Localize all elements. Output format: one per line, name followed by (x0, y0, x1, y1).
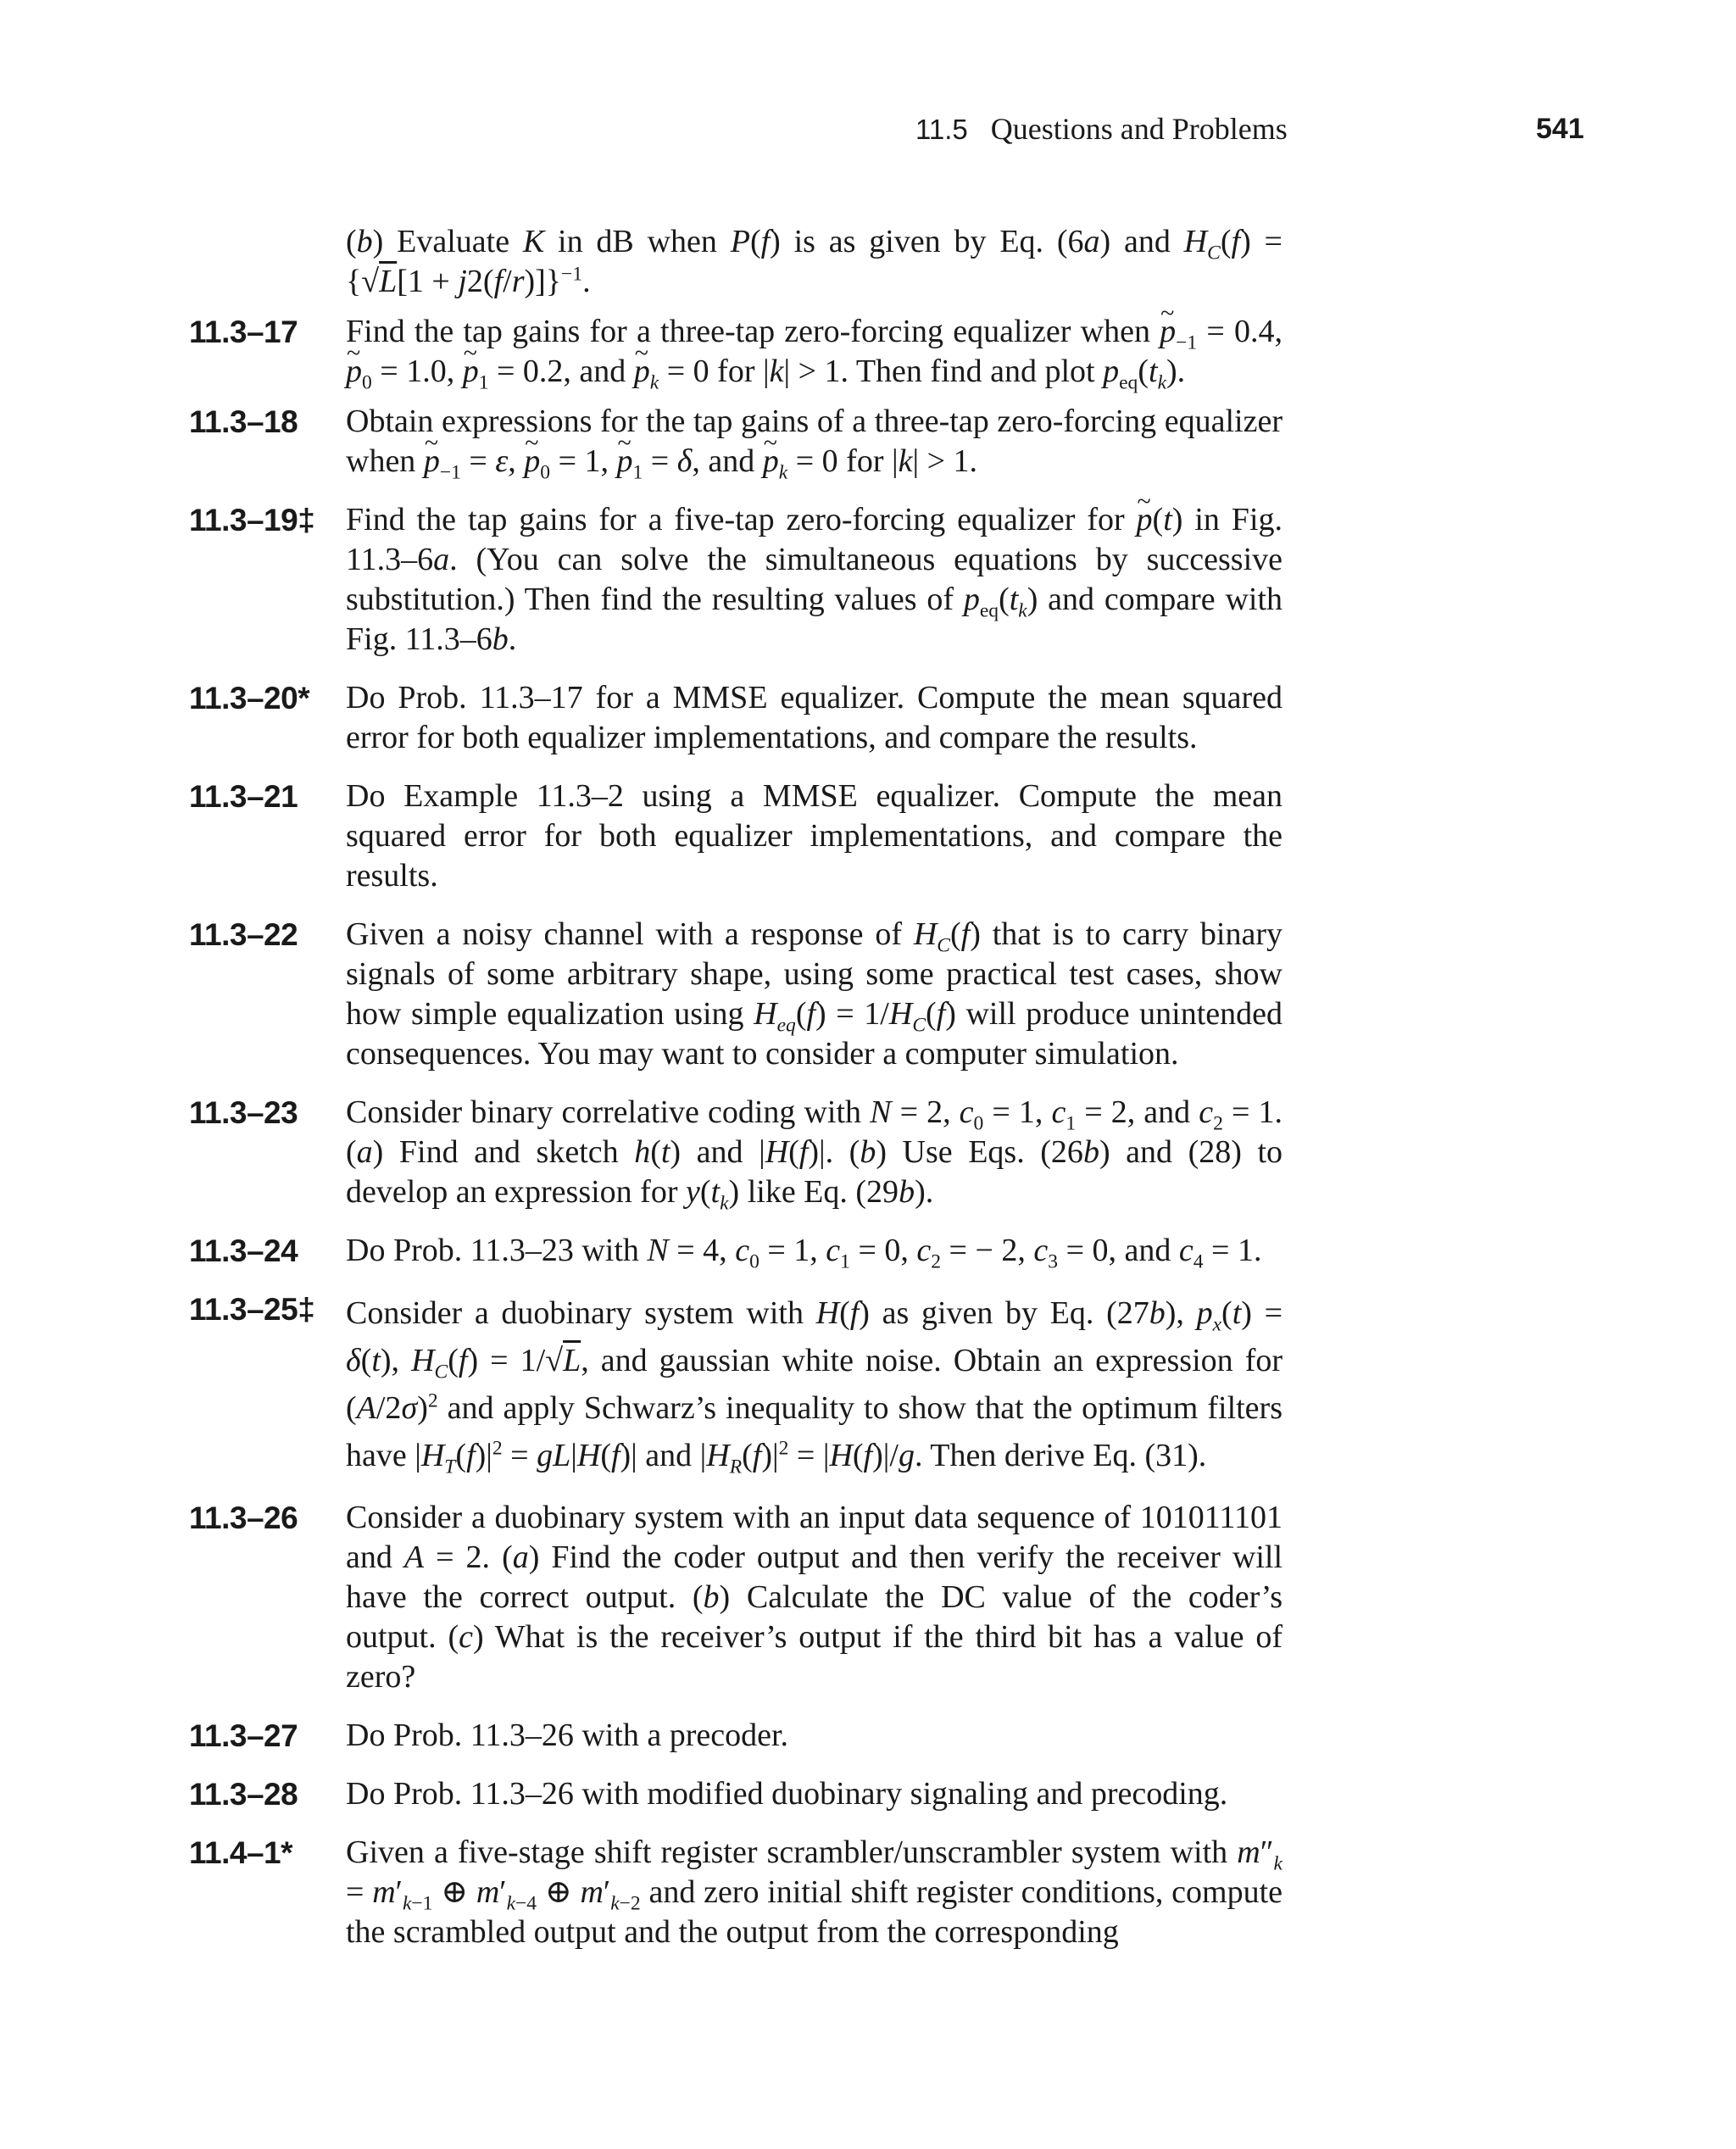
problem-11-3-27 (189, 1716, 1283, 1756)
problem-text: Consider a duobinary system with an input data sequence of 101011101 and A = 2. (a) Find the coder output and then verify the receiver will have the correct output. (b) Calculate the DC value of the coder’s output. (c) What is the receiver’s output if the third bit has a value of zero? (346, 1500, 1283, 1695)
problem-text: Do Prob. 11.3–17 for a MMSE equalizer. Compute the mean squared error for both equalizer implementations, and compare the results. (346, 680, 1283, 755)
problem-text: Do Example 11.3–2 using a MMSE equalizer. Compute the mean squared error for both equalizer implementations, and compare the results. (346, 778, 1283, 894)
problem-text: Do Prob. 11.3–23 with N = 4, $c_0 = 1$, $c_1 = 0$, $c_2$ = − 2, $c_3 = 0$, and $c_4 = 1$. (346, 1233, 1262, 1273)
problem-list (189, 222, 1283, 1952)
problem-11-4-1 (189, 1833, 1283, 1952)
problem-text: Consider a duobinary system with H(f) as given by Eq. (27b), $p_x(t) = \delta(t)$, $H_C(f) = 1/√L$, and gaussian white noise. Obtain an expression for $(A/2\sigma)^2$ and apply Schwarz’s inequality to show that the optimum filters have $|H_T(f)|^2 = gL|H(f)|$ and $|H_R(f)|^2 = |H(f)|/g$. Then derive Eq. (31). (346, 1295, 1283, 1478)
running-head (915, 109, 1288, 150)
problem-text: Consider binary correlative coding with N = 2, $c_0 = 1$, $c_1 = 2$, and $c_2 = 1$. (a) Find and sketch h(t) and |H(f)|. (b) Use Eqs. (26b) and (28) to develop an expression for $y(t_k)$ like Eq. (29b). (346, 1094, 1283, 1215)
problem-text: (b) Evaluate K in dB when P(f) is as given by Eq. (6a) and $H_C(f) = \{√L[1 + j2(f/r)]\}^{-1}$. (346, 224, 1283, 299)
problem-11-3-19 (189, 500, 1283, 660)
problem-text: Find the tap gains for a five-tap zero-forcing equalizer for ~ p(t) in Fig. 11.3–6a. (You can solve the simultaneous equations by successive substitution.) Then find the resulting values of $p_{eq}(t_k)$ and compare with Fig. 11.3–6b. (346, 500, 1283, 660)
problem-number: 11.3–17 (189, 315, 298, 349)
problem-number: 11.3–19‡ (189, 503, 315, 537)
problem-number: 11.3–28 (189, 1777, 298, 1812)
problem-text: Find the tap gains for a three-tap zero-forcing equalizer when ~ $p_{-1} = 0.4$, ~ $p_0 = 1.0$, ~ $p_1 = 0.2$, and ~ $p_k = 0$ for |k| > 1. Then find and plot $p_{eq}(t_k)$. (346, 312, 1283, 392)
section-number: 11.5 (915, 114, 968, 145)
problem-number: 11.3–21 (189, 779, 298, 814)
problem-number: 11.3–23 (189, 1095, 298, 1130)
section-title: Questions and Problems (990, 112, 1288, 146)
problem-11-3-26 (189, 1498, 1283, 1697)
problem-text: Do Prob. 11.3–26 with a precoder. (346, 1718, 789, 1753)
problem-11-3-16b (189, 222, 1283, 302)
problem-11-3-18 (189, 402, 1283, 482)
problem-11-3-28 (189, 1774, 1283, 1814)
problem-number: 11.3–26 (189, 1500, 298, 1535)
problem-11-3-20 (189, 678, 1283, 758)
problem-number: 11.3–20* (189, 681, 310, 715)
problem-text: Given a noisy channel with a response of $H_C(f)$ that is to carry binary signals of some arbitrary shape, using some practical test cases, show how simple equalization using $H_{eq}(f) = 1/H_C(f)$ will produce unintended consequences. You may want to consider a computer simulation. (346, 916, 1283, 1072)
problem-number: 11.3–25‡ (189, 1292, 315, 1327)
problem-number: 11.3–18 (189, 404, 298, 439)
problem-text: Do Prob. 11.3–26 with modified duobinary signaling and precoding. (346, 1776, 1228, 1812)
problem-text: Obtain expressions for the tap gains of a three-tap zero-forcing equalizer when ~ $p_{-1} = \varepsilon$, ~ $p_0 = 1$, ~ $p_1 = \delta$, and ~ $p_k = 0$ for |k| > 1. (346, 402, 1283, 482)
problem-number: 11.3–27 (189, 1718, 298, 1753)
problem-11-3-22 (189, 915, 1283, 1074)
problem-text: Given a five-stage shift register scrambler/unscrambler system with $m''_k = m'_{k-1}$ ⊕ $m'_{k-4}$ ⊕ $m'_{k-2}$ and zero initial shift register conditions, compute the scrambled output and the output from the corresponding (346, 1834, 1283, 1950)
problem-number: 11.3–22 (189, 917, 298, 952)
problem-11-3-24 (189, 1231, 1283, 1271)
problem-11-3-17 (189, 312, 1283, 392)
page-number: 541 (1536, 113, 1584, 145)
problem-11-3-25 (189, 1289, 1283, 1479)
problem-11-3-23 (189, 1093, 1283, 1215)
problem-number: 11.3–24 (189, 1233, 298, 1268)
problem-number: 11.4–1* (189, 1835, 293, 1870)
problem-11-3-21 (189, 777, 1283, 896)
